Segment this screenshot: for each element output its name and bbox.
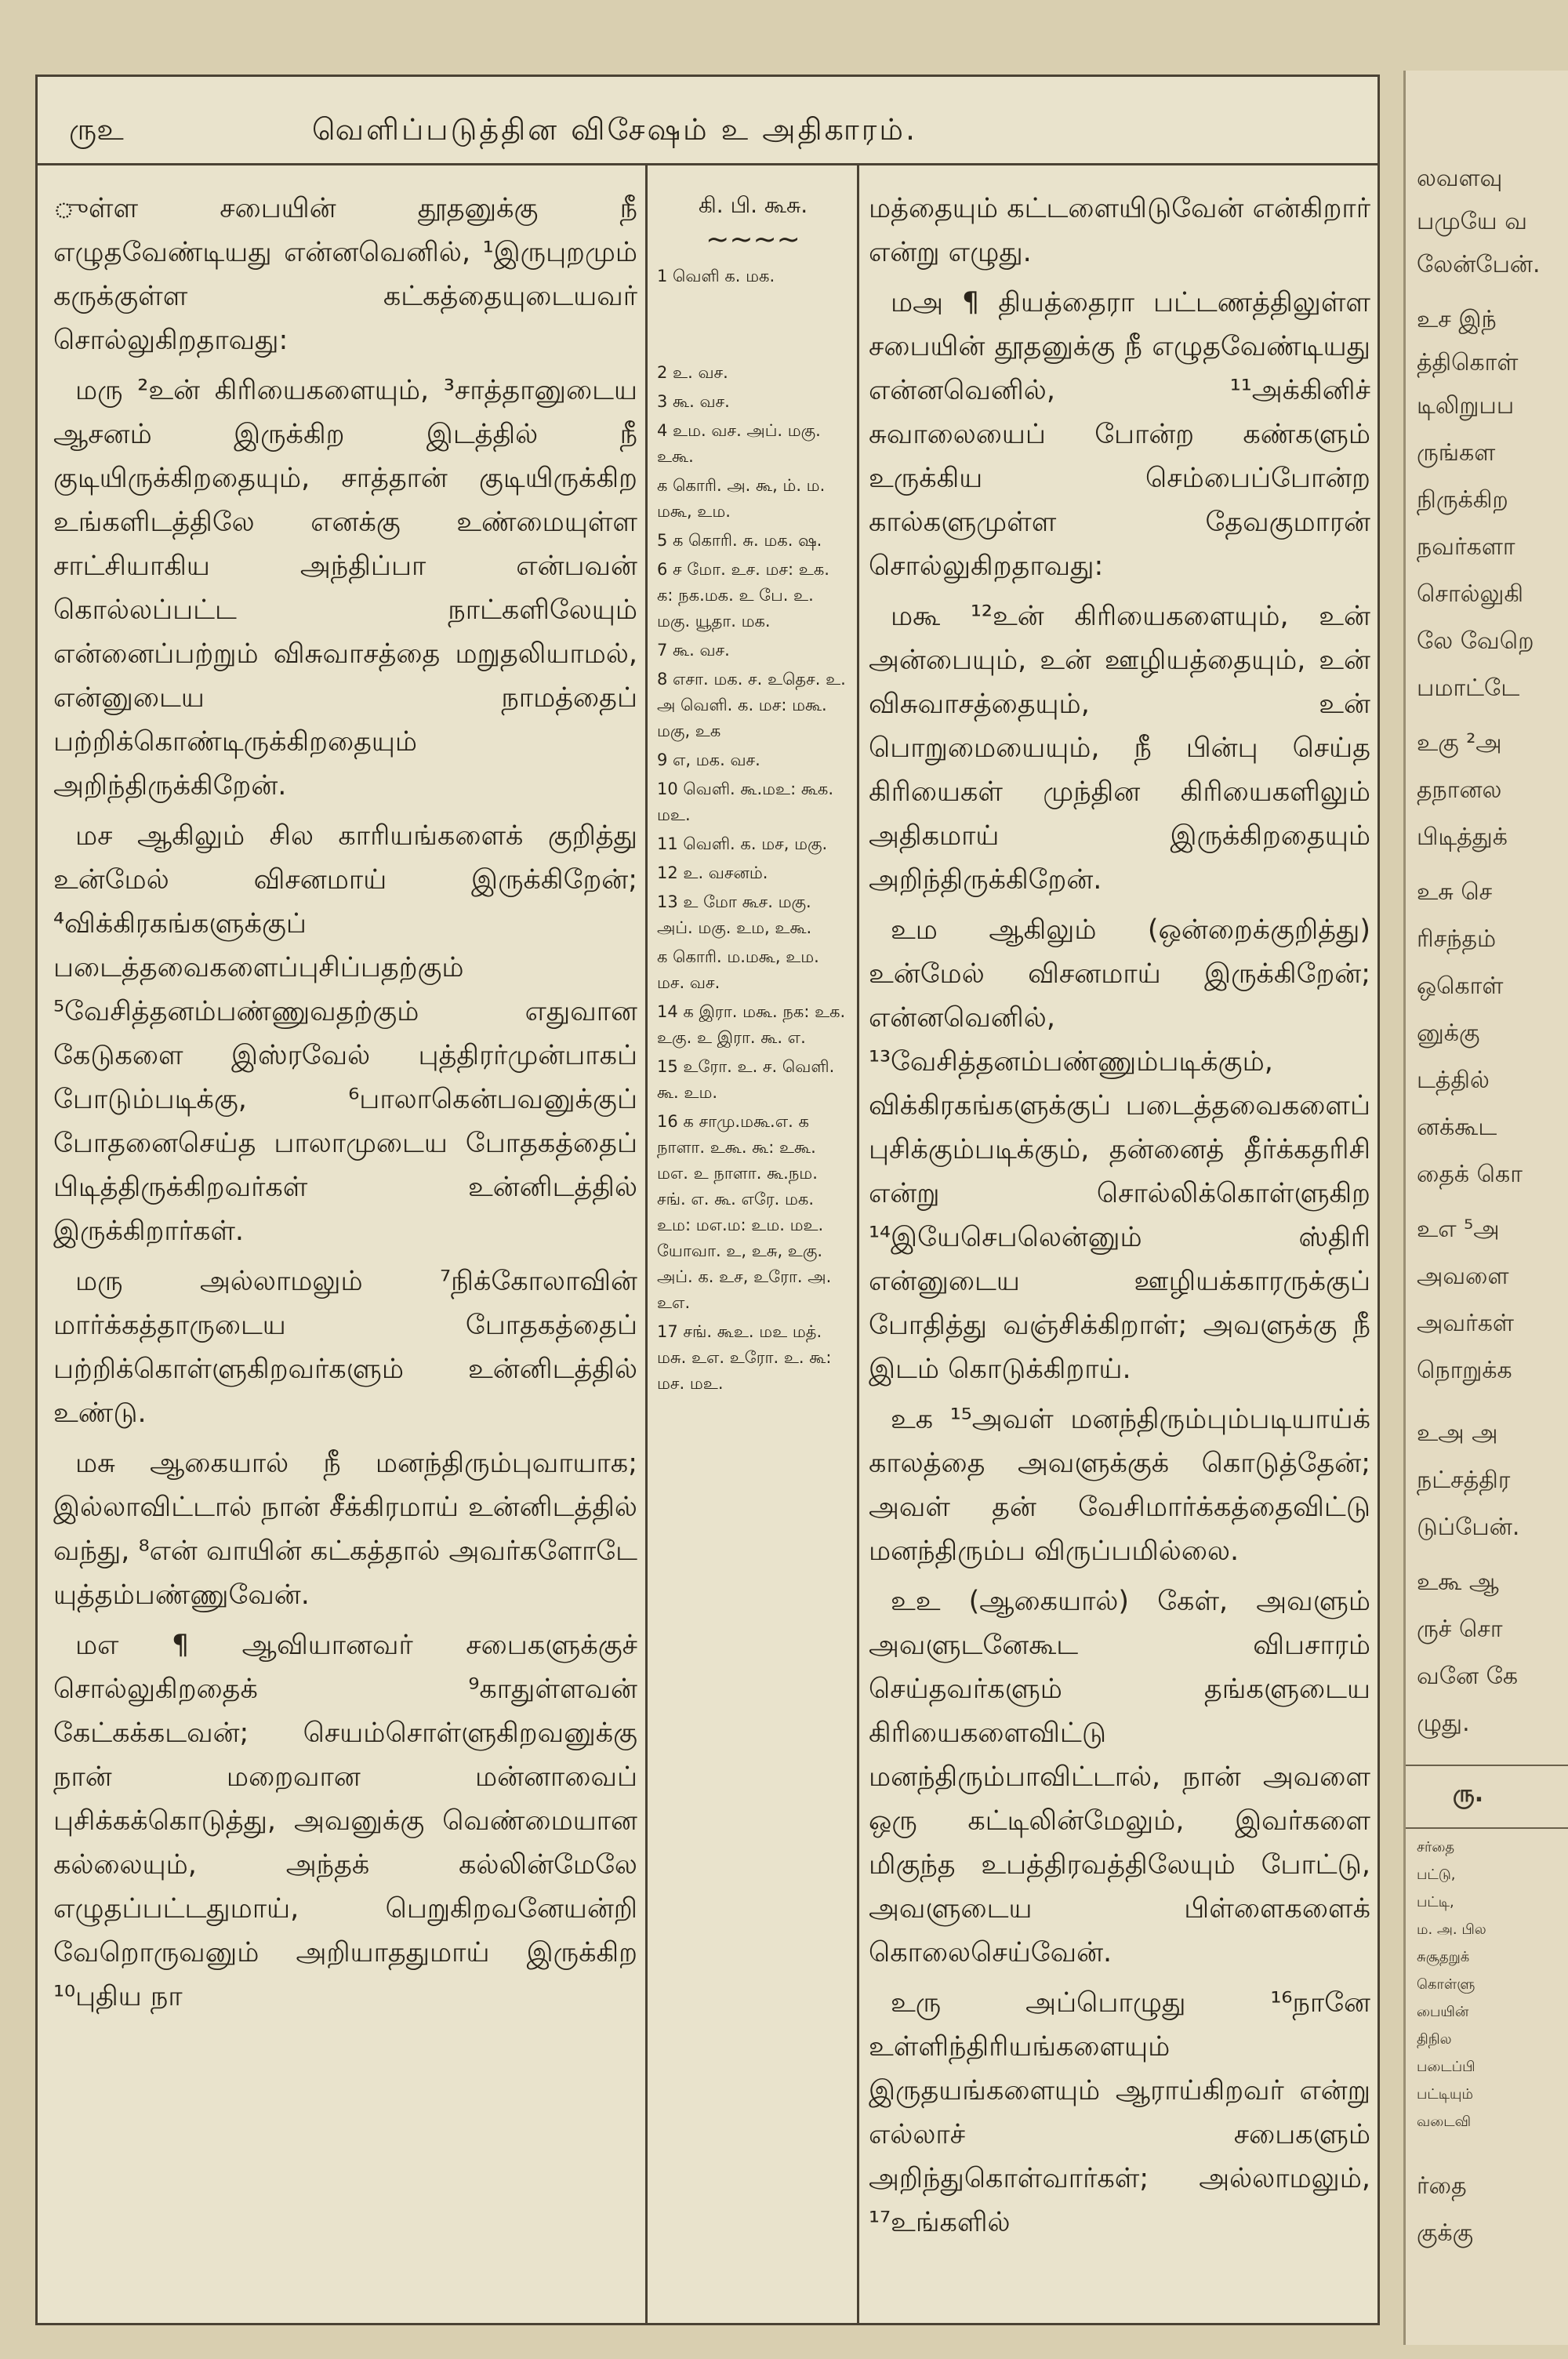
edge-fragment: பமுயே வ	[1417, 208, 1527, 235]
left-text-column	[53, 187, 637, 2025]
edge-fragment: டத்தில்	[1417, 1067, 1490, 1094]
cross-reference: 10 வெளி. கூ.மஉ: கூக. மஉ.	[657, 780, 834, 824]
edge-fragment: ழுது.	[1417, 1710, 1470, 1737]
year-heading: கி. பி. கூசு.	[698, 192, 808, 218]
column-divider-left	[645, 163, 648, 2323]
edge-fragment: தநானல	[1417, 776, 1502, 804]
edge-note: படைப்பி	[1417, 2059, 1475, 2075]
edge-fragment: உகூ ஆ	[1417, 1568, 1499, 1596]
page-frame	[35, 75, 1380, 2325]
edge-note: பட்டி,	[1417, 1894, 1454, 1910]
verse-paragraph: ுள்ள சபையின் தூதனுக்கு நீ எழுதவேண்டியது என்னவெனில், ¹இருபுறமும் கருக்குள்ள கட்கத்தையுடையவர் சொல்லுகிறதாவது:	[53, 193, 637, 356]
edge-note: சுசூதறுக்	[1417, 1949, 1470, 1965]
edge-fragment: லவளவு	[1417, 165, 1503, 192]
edge-fragment: ரிசந்தம்	[1417, 925, 1497, 953]
edge-fragment: ர்தை	[1417, 2172, 1467, 2200]
edge-fragment: டுப்பேன்.	[1417, 1514, 1520, 1541]
verse-paragraph: மரு அல்லாமலும் ⁷நிக்கோலாவின் மார்க்கத்தாருடைய போதகத்தைப் பற்றிக்கொள்ளுகிறவர்களும் உன்னிடத்தில் உண்டு.	[53, 1266, 637, 1429]
verse-paragraph: மச ஆகிலும் சில காரியங்களைக் குறித்து உன்மேல் விசனமாய் இருக்கிறேன்; ⁴விக்கிரகங்களுக்குப் படைத்தவைகளைப்புசிப்பதற்கும் ⁵வேசித்தனம்பண்ணுவதற்கும் எதுவான கேடுகளை இஸ்ரவேல் புத்திரர்முன்பாகப் போடும்படிக்கு, ⁶பாலாகென்பவனுக்குப் போதனைசெய்த பாலாமுடைய போதகத்தைப் பிடித்திருக்கிறவர்கள் உன்னிடத்தில் இருக்கிறார்கள்.	[53, 820, 637, 1247]
edge-fragment: னக்கூட	[1417, 1114, 1497, 1141]
cross-reference: 13 உ மோ கூச. மகு. அப். மகு. உம, உகூ.	[657, 892, 812, 937]
verse-paragraph: மத்தையும் கட்டளையிடுவேன் என்கிறார் என்று எழுது.	[869, 193, 1370, 268]
verse-paragraph: மரு ²உன் கிரியைகளையும், ³சாத்தானுடைய ஆசனம் இருக்கிற இடத்தில் நீ குடியிருக்கிறதையும், சாத்தான் குடியிருக்கிற உங்களிடத்திலே எனக்கு உண்மையுள்ள சாட்சியாகிய அந்திப்பா என்பவன் கொல்லப்பட்ட நாட்களிலேயும் என்னைப்பற்றும் விசுவாசத்தை மறுதலியாமல், என்னுடைய நாமத்தைப் பற்றிக்கொண்டிருக்கிறதையும் அறிந்திருக்கிறேன்.	[53, 375, 637, 801]
verse-paragraph: உக ¹⁵அவள் மனந்திரும்பும்படியாய்க் காலத்தை அவளுக்குக் கொடுத்தேன்; அவள் தன் வேசிமார்க்கத்தைவிட்டு மனந்திரும்ப விருப்பமில்லை.	[869, 1404, 1370, 1567]
cross-reference: 14 க இரா. மகூ. நக: உக. உகு. உ இரா. கூ. எ.	[657, 1002, 846, 1047]
edge-fragment: உசு செ	[1417, 878, 1493, 906]
edge-fragment: தைக் கொ	[1417, 1161, 1523, 1188]
edge-fragment: பிடித்துக்	[1417, 823, 1508, 851]
edge-fragment: நொறுக்க	[1417, 1357, 1512, 1384]
edge-fragment: ருங்கள	[1417, 439, 1496, 467]
cross-reference: 5 க கொரி. சு. மக. ஷ.	[657, 531, 822, 550]
edge-fragment: லே வேறெ	[1417, 627, 1534, 655]
edge-fragment: உச இந்	[1417, 306, 1497, 333]
edge-fragment: வனே கே	[1417, 1663, 1519, 1690]
edge-fragment: நவர்களா	[1417, 533, 1515, 561]
edge-rule	[1406, 1765, 1568, 1766]
cross-reference: 4 உம. வச. அப். மகு. உகூ.	[657, 421, 821, 466]
adjacent-page-edge	[1403, 71, 1568, 2345]
edge-fragment: நட்சத்திர	[1417, 1467, 1511, 1494]
cross-reference: 9 எ, மக. வச.	[657, 751, 760, 769]
cross-reference: 12 உ. வசனம்.	[657, 863, 768, 882]
page-header	[38, 77, 1377, 165]
verse-paragraph: மகூ ¹²உன் கிரியைகளையும், உன் அன்பையும், உன் ஊழியத்தையும், உன் விசுவாசத்தையும், உன் பொறுமையையும், நீ பின்பு செய்த கிரியைகள் முந்தின கிரியைகளிலும் அதிகமாய் இருக்கிறதையும் அறிந்திருக்கிறேன்.	[869, 601, 1370, 896]
cross-reference: 3 கூ. வச.	[657, 392, 730, 411]
edge-fragment: டிலிறுபப	[1417, 392, 1515, 420]
edge-note: கொள்ளு	[1417, 1976, 1475, 1993]
edge-fragment: ஒகொள்	[1417, 972, 1504, 1000]
edge-fragment: குக்கு	[1417, 2219, 1474, 2247]
cross-reference: 1 வெளி க. மக.	[657, 267, 775, 285]
edge-chapter-heading: ரு.	[1453, 1780, 1484, 1808]
edge-fragment: த்திகொள்	[1417, 349, 1519, 376]
edge-note: வடைவி	[1417, 2114, 1472, 2130]
edge-note: திநில	[1417, 2031, 1452, 2048]
right-text-column	[869, 187, 1370, 2251]
column-divider-right	[857, 163, 859, 2323]
edge-fragment: உஅ அ	[1417, 1419, 1498, 1447]
cross-reference: 2 உ. வச.	[657, 363, 728, 382]
edge-fragment: அவர்கள்	[1417, 1310, 1514, 1337]
cross-reference-column	[657, 187, 849, 1400]
edge-note: பட்டு,	[1417, 1866, 1456, 1883]
cross-reference: 16 க சாமு.மகூ.எ. க நாளா. உகூ. கூ: உகூ. மஎ. உ நாளா. கூ.நம. சங். எ. கூ. எரே. மக. உம: மஎ.ம: உம. மஉ. யோவா. உ, உசு, உகு. அப். க. உச, உரோ. அ. உஎ.	[657, 1112, 832, 1312]
edge-note: பட்டியும்	[1417, 2086, 1473, 2103]
edge-rule	[1406, 1827, 1568, 1829]
cross-reference: க கொரி. ம.மகூ, உம. மச. வச.	[657, 947, 819, 992]
cross-reference: 11 வெளி. க. மச, மகு.	[657, 834, 828, 853]
edge-fragment: ருச் சொ	[1417, 1616, 1503, 1643]
verse-paragraph: உஉ (ஆகையால்) கேள், அவளும் அவளுடனேகூட விபசாரம் செய்தவர்களும் தங்களுடைய கிரியைகளைவிட்டு மனந்திரும்பாவிட்டால், நான் அவளை ஒரு கட்டிலின்மேலும், இவர்களை மிகுந்த உபத்திரவத்திலேயும் போட்டு, அவளுடைய பிள்ளைகளைக் கொலைசெய்வேன்.	[869, 1586, 1370, 1968]
edge-fragment: சொல்லுகி	[1417, 580, 1524, 608]
edge-fragment: அவளை	[1417, 1263, 1509, 1290]
cross-reference: 15 உரோ. உ. ச. வெளி. கூ. உம.	[657, 1057, 835, 1102]
ornament: ~~~~	[706, 224, 800, 256]
verse-paragraph: மஎ ¶ ஆவியானவர் சபைகளுக்குச் சொல்லுகிறதைக் ⁹காதுள்ளவன் கேட்கக்கடவன்; செயம்சொள்ளுகிறவனுக்கு நான் மறைவான மன்னாவைப் புசிக்கக்கொடுத்து, அவனுக்கு வெண்மையான கல்லையும், அந்தக் கல்லின்மேலே எழுதப்பட்டதுமாய், பெறுகிறவனேயன்றி வேறொருவனும் அறியாததுமாய் இருக்கிற ¹⁰புதிய நா	[53, 1630, 637, 2012]
edge-fragment: உஎ ⁵அ	[1417, 1216, 1500, 1243]
cross-reference: 17 சங். கூஉ. மஉ மத். மசு. உஎ. உரோ. உ. கூ: மச. மஉ.	[657, 1322, 832, 1393]
edge-fragment: நிருக்கிற	[1417, 486, 1508, 514]
edge-note: சர்தை	[1417, 1839, 1455, 1856]
cross-reference: க கொரி. அ. கூ, ம். ம. மகூ, உம.	[657, 476, 826, 521]
verse-paragraph: உம ஆகிலும் (ஒன்றைக்குறித்து) உன்மேல் விசனமாய் இருக்கிறேன்; என்னவெனில், ¹³வேசித்தனம்பண்ணும்படிக்கும், விக்கிரகங்களுக்குப் படைத்தவைகளைப் புசிக்கும்படிக்கும், தன்னைத் தீர்க்கதரிசி என்று சொல்லிக்கொள்ளுகிற ¹⁴இயேசெபலென்னும் ஸ்திரி என்னுடைய ஊழியக்காரருக்குப் போதித்து வஞ்சிக்கிறாள்; அவளுக்கு நீ இடம் கொடுக்கிறாய்.	[869, 914, 1370, 1385]
edge-fragment: லேன்பேன்.	[1417, 251, 1541, 278]
cross-reference: 8 எசா. மக. ச. உதெச. உ. அ வெளி. க. மச: மகூ. மகு, உக	[657, 670, 846, 740]
chapter-title: வெளிப்படுத்தின விசேஷம் உ அதிகாரம்.	[312, 112, 918, 147]
verse-paragraph: மசு ஆகையால் நீ மனந்திரும்புவாயாக; இல்லாவிட்டால் நான் சீக்கிரமாய் உன்னிடத்தில் வந்து, ⁸என் வாயின் கட்கத்தால் அவர்களோடே யுத்தம்பண்ணுவேன்.	[53, 1448, 637, 1611]
edge-note: பையின்	[1417, 2004, 1469, 2020]
verse-paragraph: உரு அப்பொழுது ¹⁶நானே உள்ளிந்திரியங்களையும் இருதயங்களையும் ஆராய்கிறவர் என்று எல்லாச் சபைகளும் அறிந்துகொள்வார்கள்; அல்லாமலும், ¹⁷உங்களில்	[869, 1987, 1370, 2238]
edge-fragment: பமாட்டே	[1417, 674, 1520, 702]
edge-note: ம. அ. பில	[1417, 1921, 1486, 1938]
verse-paragraph: மஅ ¶ தியத்தைரா பட்டணத்திலுள்ள சபையின் தூதனுக்கு நீ எழுதவேண்டியது என்னவெனில், ¹¹அக்கினிச் சுவாலையைப் போன்ற கண்களும் உருக்கிய செம்பைப்போன்ற கால்களுமுள்ள தேவகுமாரன் சொல்லுகிறதாவது:	[869, 287, 1370, 582]
cross-reference: 6 ச மோ. உச. மச: உக. க: நக.மக. உ பே. உ. மகு. யூதா. மக.	[657, 560, 829, 631]
edge-fragment: உகு ²அ	[1417, 729, 1502, 757]
page-number: ருஉ	[69, 112, 124, 147]
cross-reference: 7 கூ. வச.	[657, 641, 730, 660]
edge-fragment: னுக்கு	[1417, 1020, 1480, 1047]
